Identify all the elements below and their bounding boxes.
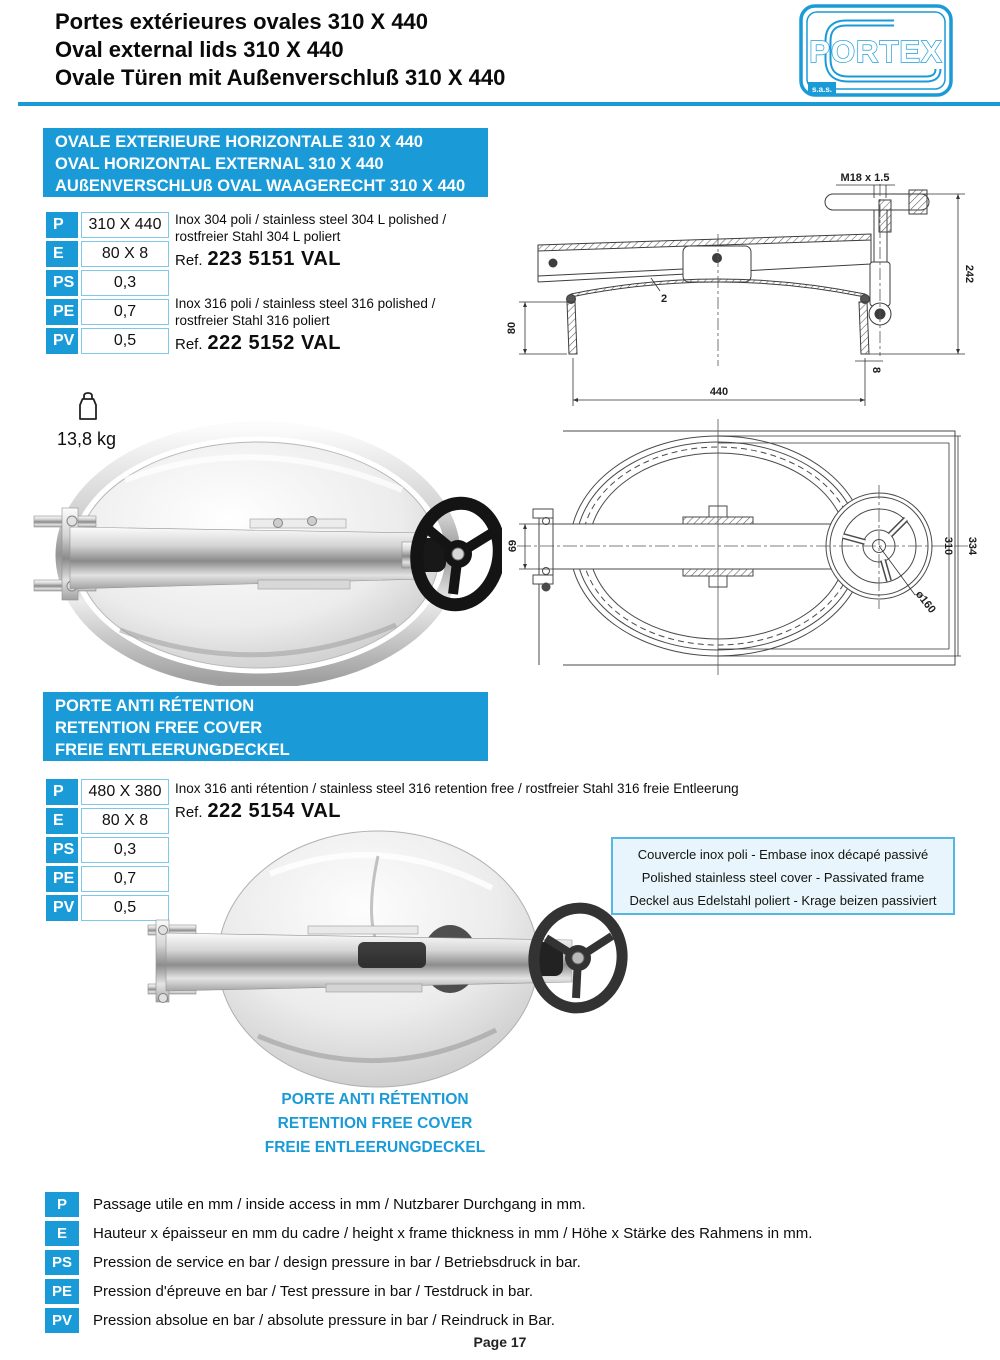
portex-logo-icon (798, 3, 954, 100)
weight-value: 13,8 kg (57, 429, 117, 449)
ref-prefix: Ref. (175, 252, 203, 269)
spec-value: 0,7 (81, 866, 169, 892)
drawing-side-section (503, 150, 998, 424)
section1-banner-en: OVAL HORIZONTAL EXTERNAL 310 X 440 (55, 155, 384, 173)
legend-text: Hauteur x épaisseur en mm du cadre / height x frame thickness in mm / Höhe x Stärke des Rahmens in mm. (93, 1225, 813, 1242)
photo2-caption (225, 1088, 525, 1160)
portex-logo (798, 3, 954, 105)
table-row (46, 779, 169, 805)
section2-banner-en: RETENTION FREE COVER (55, 719, 263, 737)
section1-banner-de: AUßENVERSCHLUß OVAL WAAGERECHT 310 X 440 (55, 177, 466, 195)
legend-row-pv (45, 1308, 812, 1333)
ref-prefix: Ref. (175, 336, 203, 353)
variant-desc: rostfreier Stahl 316 poliert (175, 313, 330, 328)
page-title (55, 8, 505, 92)
section1-banner (43, 128, 488, 197)
variant-list (175, 211, 505, 355)
spec-key: PE (46, 299, 78, 325)
variant-retention (175, 780, 855, 823)
product-photo-retention-free-lid (140, 826, 662, 1092)
spec-key: P (46, 212, 78, 238)
spec-key: E (46, 241, 78, 267)
section2-banner-de: FREIE ENTLEERUNGDECKEL (55, 741, 290, 759)
spec-table-1 (46, 212, 169, 354)
section2-banner (43, 692, 488, 761)
section2-banner-fr: PORTE ANTI RÉTENTION (55, 697, 255, 715)
legend-row-e (45, 1221, 812, 1246)
legend-key: PE (45, 1279, 79, 1304)
spec-value: 80 X 8 (81, 808, 169, 834)
spec-value: 0,3 (81, 270, 169, 296)
legend-key: P (45, 1192, 79, 1217)
info-line-fr: Couvercle inox poli - Embase inox décapé passivé (637, 847, 929, 862)
variant-ref (175, 248, 505, 271)
variant-desc: Inox 304 poli / stainless steel 304 L polished / (175, 212, 447, 227)
dim-334: 334 (966, 536, 978, 556)
spec-value: 0,3 (81, 837, 169, 863)
logo-wordmark: PORTEX (809, 34, 943, 69)
legend-text: Pression absolue en bar / absolute pressure in bar / Reindruck in Bar. (93, 1312, 555, 1329)
legend-key: PV (45, 1308, 79, 1333)
spec-key: PV (46, 895, 78, 921)
variant-desc: rostfreier Stahl 304 L poliert (175, 229, 341, 244)
dim-310: 310 (942, 536, 954, 556)
page-number: Page 17 (473, 1334, 527, 1350)
table-row (46, 328, 169, 354)
spec-value: 80 X 8 (81, 241, 169, 267)
dim-thread: M18 x 1.5 (840, 172, 890, 184)
spec-key: P (46, 779, 78, 805)
table-row (46, 299, 169, 325)
title-en: Oval external lids 310 X 440 (55, 37, 344, 62)
caption-fr: PORTE ANTI RÉTENTION (281, 1091, 469, 1108)
spec-key: PV (46, 328, 78, 354)
dim-wheel-diameter: ø160 (912, 588, 938, 616)
dim-8: 8 (870, 366, 882, 374)
weight-icon (73, 390, 103, 422)
title-fr: Portes extérieures ovales 310 X 440 (55, 9, 429, 34)
spec-key: PS (46, 837, 78, 863)
dim-69: 69 (507, 539, 519, 553)
ref-number: 222 5154 VAL (207, 800, 342, 822)
info-line-de: Deckel aus Edelstahl poliert - Krage beizen passiviert (629, 893, 937, 908)
dim-2: 2 (661, 293, 668, 305)
dim-80: 80 (506, 321, 518, 335)
ref-number: 223 5151 VAL (207, 248, 342, 270)
variant-ref (175, 800, 855, 823)
variant-desc: Inox 316 anti rétention / stainless steel 316 retention free / rostfreier Stahl 316 freie Entleerung (175, 781, 739, 796)
legend-row-pe (45, 1279, 812, 1304)
table-row (46, 241, 169, 267)
ref-prefix: Ref. (175, 804, 203, 821)
legend-row-p (45, 1192, 812, 1217)
variant-ref (175, 332, 505, 355)
legend-row-ps (45, 1250, 812, 1275)
material-info-box (611, 837, 955, 915)
logo-sub: s.a.s. (811, 85, 833, 94)
legend-text: Passage utile en mm / inside access in mm / Nutzbarer Durchgang in mm. (93, 1196, 586, 1213)
legend-text: Pression de service en bar / design pressure in bar / Betriebsdruck in bar. (93, 1254, 581, 1271)
legend (45, 1192, 812, 1337)
title-de: Ovale Türen mit Außenverschluß 310 X 440 (55, 65, 506, 90)
variant-316 (175, 295, 505, 355)
spec-value: 480 X 380 (81, 779, 169, 805)
variant-304 (175, 211, 505, 271)
table-row (46, 270, 169, 296)
caption-en: RETENTION FREE COVER (277, 1115, 473, 1132)
product-photo-oval-lid (30, 420, 502, 686)
header-divider (18, 102, 1000, 106)
caption-de: FREIE ENTLEERUNGDECKEL (264, 1139, 486, 1156)
dim-242: 242 (963, 264, 975, 284)
table-row (46, 212, 169, 238)
dim-440: 440 (709, 386, 729, 398)
legend-key: PS (45, 1250, 79, 1275)
section1-banner-fr: OVALE EXTERIEURE HORIZONTALE 310 X 440 (55, 133, 423, 151)
spec-value: 0,5 (81, 895, 169, 921)
legend-key: E (45, 1221, 79, 1246)
spec-key: PS (46, 270, 78, 296)
spec-value: 0,7 (81, 299, 169, 325)
ref-number: 222 5152 VAL (207, 332, 342, 354)
spec-value: 310 X 440 (81, 212, 169, 238)
variant-desc: Inox 316 poli / stainless steel 316 polished / (175, 296, 436, 311)
spec-key: E (46, 808, 78, 834)
legend-text: Pression d'épreuve en bar / Test pressure in bar / Testdruck in bar. (93, 1283, 534, 1300)
info-line-en: Polished stainless steel cover - Passivated frame (641, 870, 925, 885)
spec-value: 0,5 (81, 328, 169, 354)
spec-key: PE (46, 866, 78, 892)
drawing-top-view (503, 403, 1000, 690)
